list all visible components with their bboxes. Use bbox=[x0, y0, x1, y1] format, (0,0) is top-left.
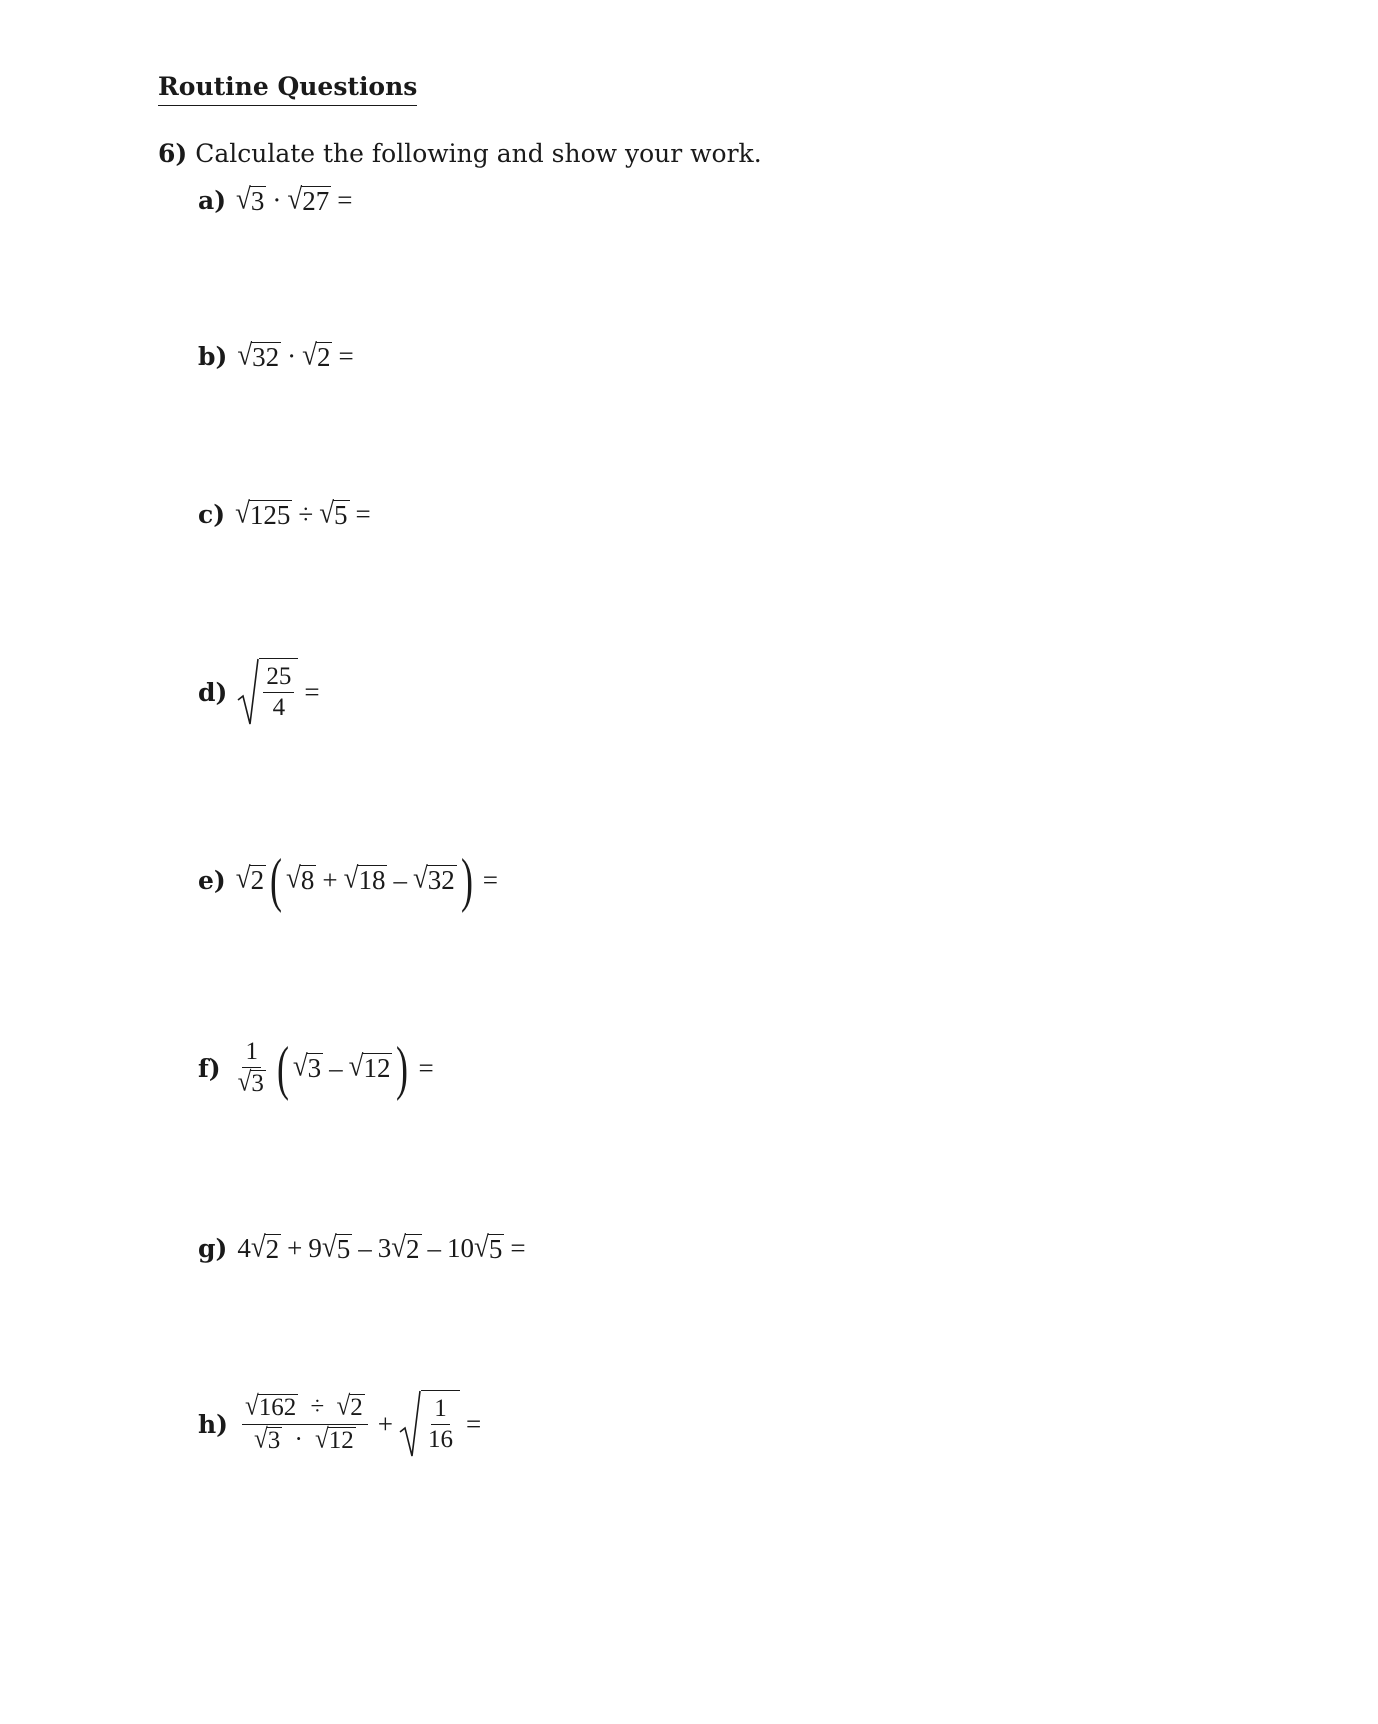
numerator: 25 bbox=[263, 664, 294, 693]
right-paren: ) bbox=[396, 1035, 409, 1101]
equals-sign: = bbox=[510, 1233, 526, 1264]
part-h bbox=[198, 1390, 487, 1458]
question-number: 6) bbox=[158, 139, 188, 168]
part-e bbox=[198, 847, 504, 913]
left-paren: ( bbox=[276, 1035, 289, 1101]
radical: √ 2 bbox=[391, 1230, 420, 1264]
right-paren: ) bbox=[460, 847, 473, 913]
coefficient: 10 bbox=[447, 1233, 475, 1264]
denominator: 4 bbox=[272, 694, 286, 721]
radical: √ 32 bbox=[412, 861, 455, 896]
part-d bbox=[198, 658, 326, 726]
operator: · bbox=[287, 341, 297, 372]
coefficient: 3 bbox=[377, 1233, 392, 1264]
equals-sign: = bbox=[355, 499, 371, 530]
radical: √ 32 bbox=[237, 338, 280, 372]
denominator: √ 3 bbox=[237, 1067, 264, 1098]
expression-a bbox=[236, 182, 358, 216]
radical: √ 18 bbox=[343, 861, 386, 896]
expression-d bbox=[237, 658, 325, 726]
operator: – bbox=[393, 864, 407, 895]
radical: √ 5 bbox=[319, 496, 348, 530]
equals-sign: = bbox=[418, 1052, 434, 1083]
operator: – bbox=[427, 1233, 442, 1264]
equals-sign: = bbox=[337, 185, 353, 216]
part-f bbox=[198, 1035, 440, 1101]
part-label: e) bbox=[198, 865, 226, 895]
radical: √ 3 bbox=[292, 1049, 322, 1084]
part-a bbox=[198, 182, 358, 216]
left-paren: ( bbox=[270, 847, 283, 913]
coefficient: 9 bbox=[308, 1233, 322, 1264]
expression-h bbox=[238, 1390, 487, 1458]
expression-b bbox=[237, 338, 359, 372]
operator: ÷ bbox=[298, 499, 314, 530]
operator: + bbox=[287, 1233, 303, 1264]
radical bbox=[237, 658, 298, 726]
equals-sign: = bbox=[465, 1408, 482, 1439]
radical: √ 8 bbox=[286, 861, 315, 896]
operator: – bbox=[329, 1052, 343, 1083]
fraction bbox=[235, 1039, 269, 1098]
radical: √ 27 bbox=[287, 182, 330, 216]
fraction bbox=[242, 1391, 368, 1454]
expression-e bbox=[235, 847, 504, 913]
part-label: h) bbox=[198, 1409, 229, 1439]
operator: + bbox=[322, 864, 338, 895]
part-label: d) bbox=[198, 677, 228, 707]
radical: √ 2 bbox=[235, 861, 265, 896]
part-label: a) bbox=[198, 186, 227, 216]
radical: √ 5 bbox=[321, 1230, 351, 1264]
expression-g bbox=[237, 1230, 531, 1264]
equals-sign: = bbox=[338, 341, 354, 372]
denominator: √ 3 · √ 12 bbox=[253, 1424, 354, 1454]
equals-sign: = bbox=[304, 676, 320, 707]
operator: + bbox=[377, 1408, 393, 1439]
part-label: c) bbox=[198, 500, 226, 530]
part-c bbox=[198, 496, 377, 530]
part-label: f) bbox=[198, 1053, 221, 1083]
radical: √ 12 bbox=[348, 1049, 391, 1084]
radical: √ 3 bbox=[236, 182, 265, 216]
part-g bbox=[198, 1230, 532, 1264]
radical: √ 5 bbox=[474, 1230, 503, 1264]
operator: · bbox=[272, 185, 282, 216]
equals-sign: = bbox=[482, 864, 498, 895]
denominator: 16 bbox=[427, 1426, 453, 1453]
radical-sign-icon bbox=[237, 658, 259, 726]
section-heading: Routine Questions bbox=[158, 72, 417, 106]
part-label: b) bbox=[198, 342, 228, 372]
radical-sign-icon bbox=[399, 1390, 421, 1458]
numerator: 1 bbox=[242, 1039, 261, 1068]
question-prompt: Calculate the following and show your work. bbox=[195, 139, 762, 168]
radical: √ 125 bbox=[235, 496, 291, 530]
expression-f bbox=[231, 1035, 440, 1101]
expression-c bbox=[235, 496, 377, 530]
part-b bbox=[198, 338, 360, 372]
radical: √ 2 bbox=[250, 1230, 280, 1264]
radical bbox=[399, 1390, 460, 1458]
numerator: √ 162 ÷ √ 2 bbox=[242, 1394, 368, 1424]
coefficient: 4 bbox=[237, 1233, 251, 1264]
operator: – bbox=[358, 1233, 372, 1264]
part-label: g) bbox=[198, 1234, 228, 1264]
question-6 bbox=[158, 138, 762, 171]
radical: √ 2 bbox=[302, 338, 331, 372]
numerator: 1 bbox=[431, 1396, 450, 1425]
